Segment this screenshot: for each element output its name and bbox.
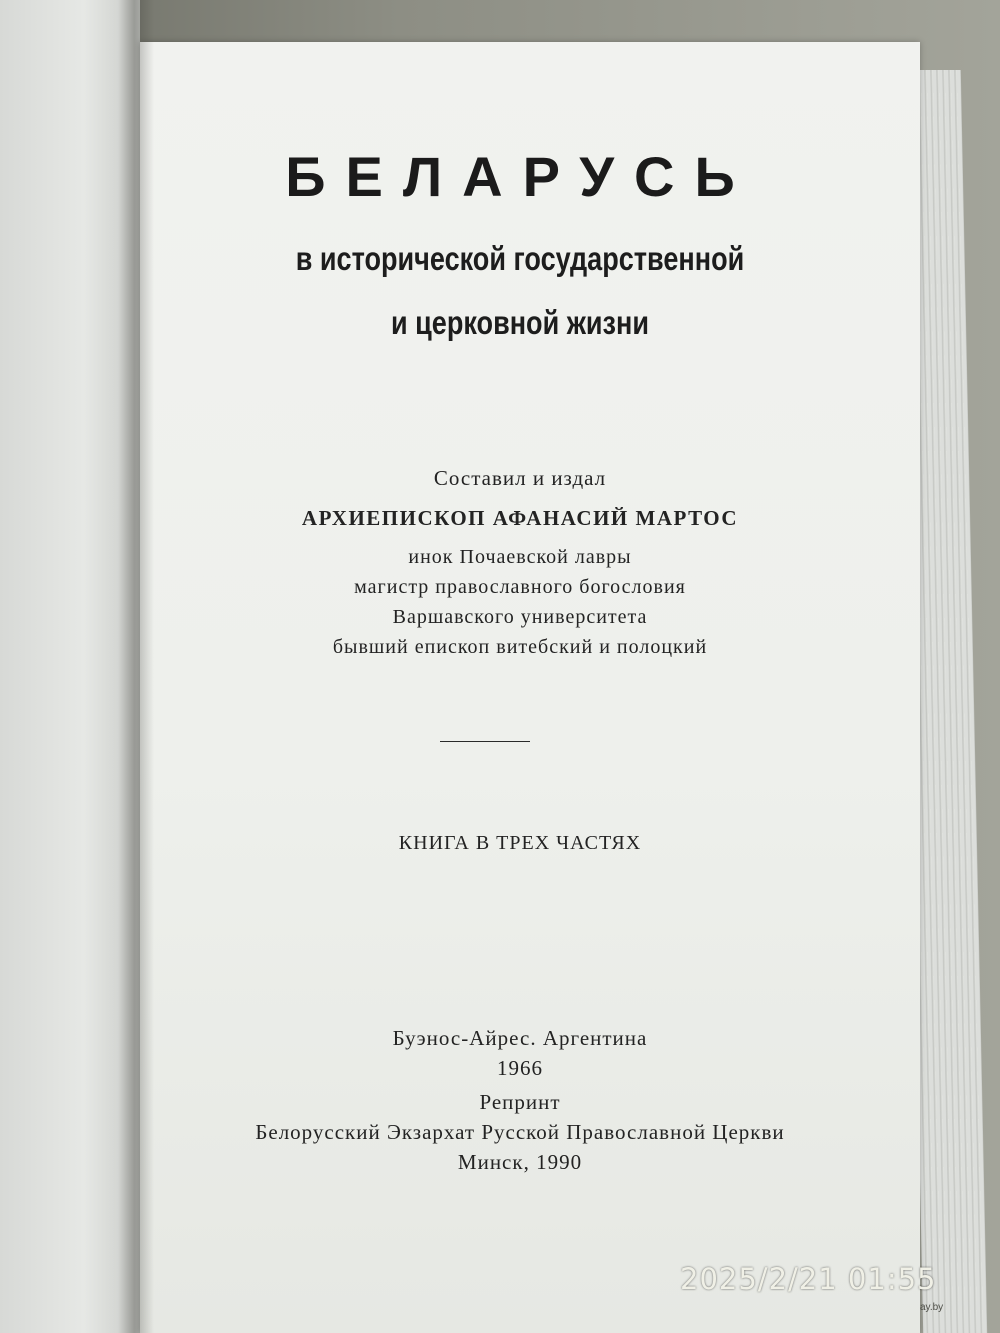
publication-year: 1966 — [497, 1056, 543, 1080]
author-title-line: инок Почаевской лавры — [408, 546, 632, 568]
book-title: БЕЛАРУСЬ — [285, 145, 755, 208]
reprint-label: Репринт — [479, 1090, 561, 1114]
publication-city: Буэнос-Айрес. Аргентина — [392, 1026, 648, 1050]
reprint-publisher: Белорусский Экзархат Русской Православной Церкви — [255, 1120, 785, 1144]
book-subtitle-line-1: в исторической государственной — [295, 240, 745, 277]
divider-rule — [440, 741, 530, 742]
book-gutter-shadow — [118, 0, 154, 1333]
compiled-by-label: Составил и издал — [433, 466, 607, 490]
author-title-line: Варшавского университета — [392, 606, 648, 628]
parts-note: КНИГА В ТРЕХ ЧАСТЯХ — [398, 832, 642, 854]
author-title-line: бывший епископ витебский и полоцкий — [332, 636, 708, 658]
title-page — [140, 42, 920, 1333]
reprint-place-year: Минск, 1990 — [457, 1150, 583, 1174]
photo-timestamp: 2025/2/21 01:55 — [680, 1262, 937, 1296]
author-title-line: магистр православного богословия — [354, 576, 686, 598]
title-page-content — [140, 42, 920, 1333]
book-subtitle-line-2: и церковной жизни — [390, 304, 649, 341]
watermark: ay.by — [920, 1302, 944, 1313]
author-name: АРХИЕПИСКОП АФАНАСИЙ МАРТОС — [301, 506, 739, 530]
